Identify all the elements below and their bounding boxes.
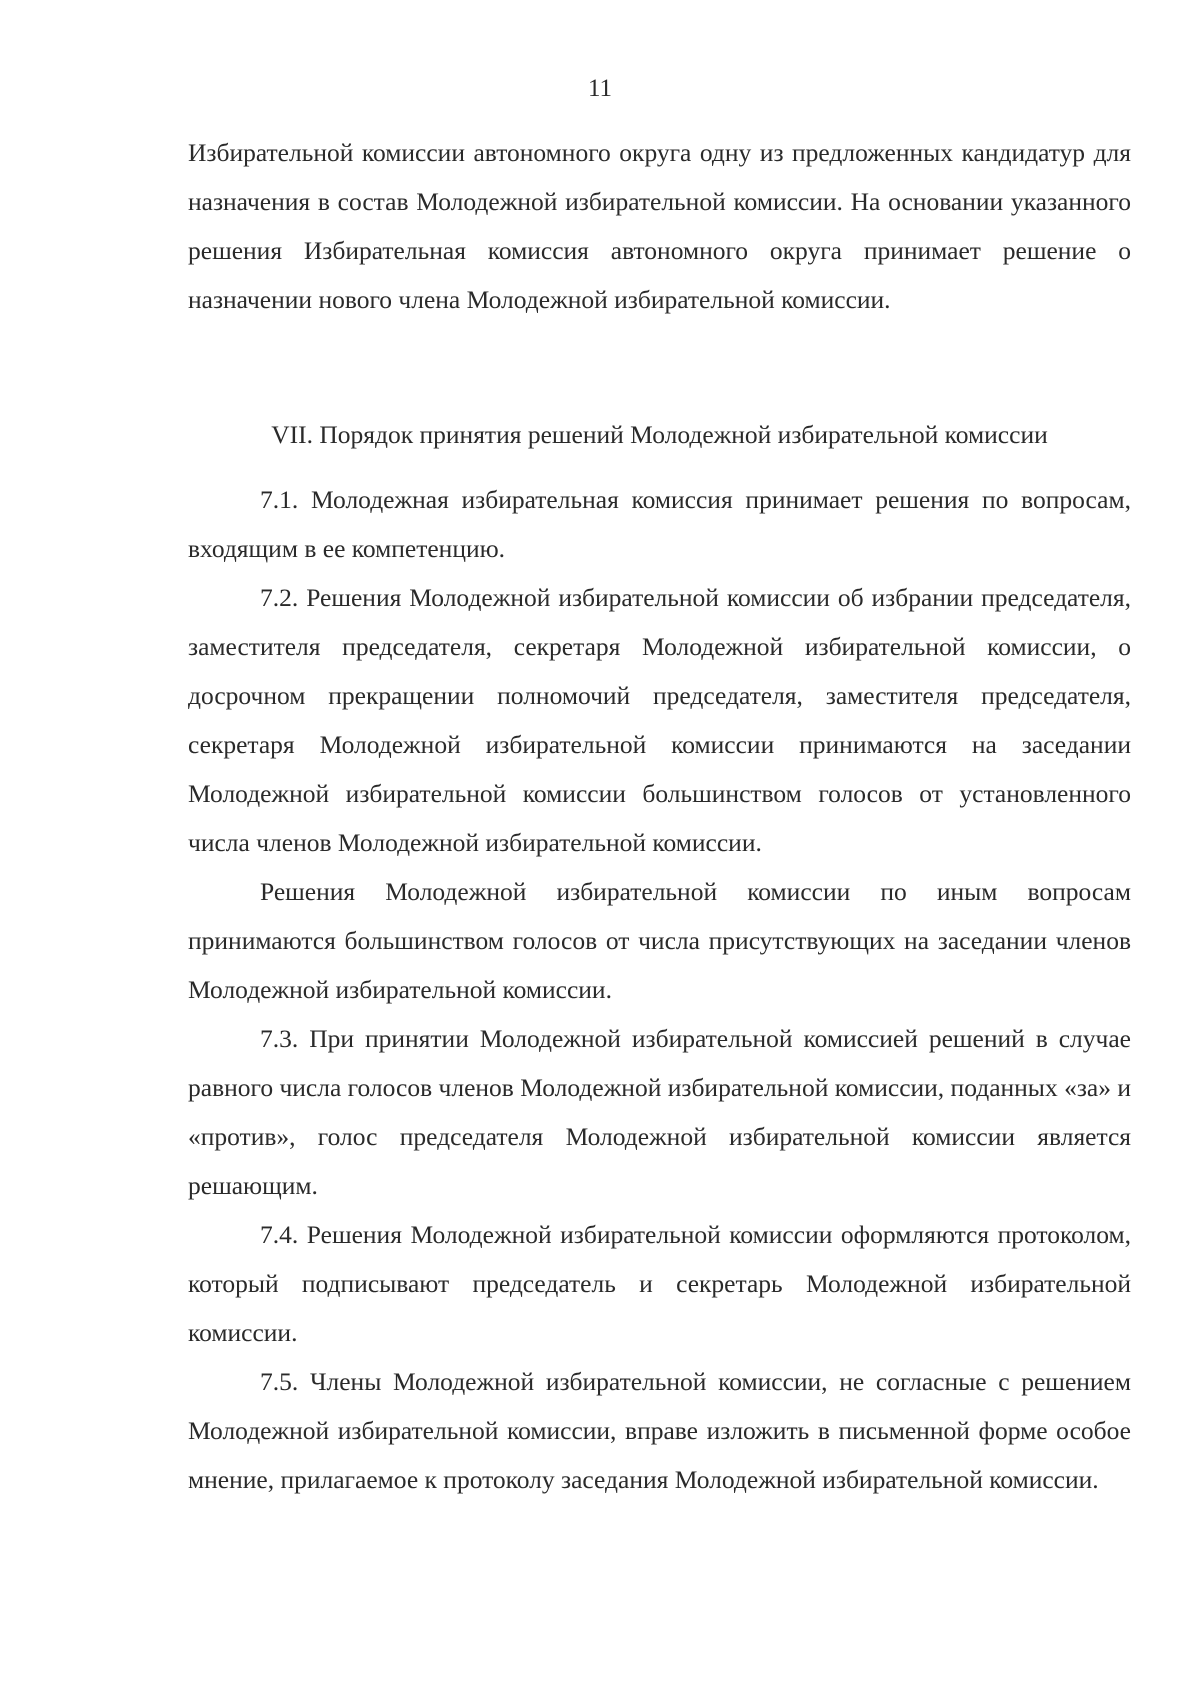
paragraph-7-5 bbox=[188, 1357, 1131, 1504]
paragraph-7-1 bbox=[188, 475, 1131, 573]
paragraph-text: Решения Молодежной избирательной комиссии об избрании председателя, заместителя председателя, секретаря Молодежной избирательной комиссии, о досрочном прекращении полномочий председателя, заместителя председателя, секретаря Молодежной избирательной комиссии принимаются на заседании Молодежной избирательной комиссии большинством голосов от установленного числа членов Молодежной избирательной комиссии. bbox=[188, 583, 1132, 857]
paragraph-number: 7.3. bbox=[260, 1024, 299, 1053]
paragraph-number: 7.2. bbox=[260, 583, 299, 612]
continuation-paragraph: Избирательной комиссии автономного округа одну из предложенных кандидатур для назначения в состав Молодежной избирательной комиссии. На основании указанного решения Избирательная комиссия автономного округа принимает решение о назначении нового члена Молодежной избирательной комиссии. bbox=[188, 138, 1131, 314]
paragraph-number: 7.4. bbox=[260, 1220, 299, 1249]
page-number: 11 bbox=[587, 75, 613, 102]
paragraph-text: Решения Молодежной избирательной комиссии по иным вопросам принимаются большинством голосов от числа присутствующих на заседании членов Молодежной избирательной комиссии. bbox=[188, 877, 1131, 1004]
paragraph-text: Молодежная избирательная комиссия принимает решения по вопросам, входящим в ее компетенцию. bbox=[188, 485, 1132, 563]
paragraph-7-3 bbox=[188, 1014, 1131, 1210]
paragraph-7-2 bbox=[188, 573, 1131, 867]
paragraph-7-4 bbox=[188, 1210, 1131, 1357]
section-heading: VII. Порядок принятия решений Молодежной избирательной комиссии bbox=[271, 420, 1048, 449]
paragraph-text: Члены Молодежной избирательной комиссии, не согласные с решением Молодежной избирательной комиссии, вправе изложить в письменной форме особое мнение, прилагаемое к протоколу заседания Молодежной избирательной комиссии. bbox=[188, 1367, 1132, 1494]
continuation-block bbox=[188, 128, 1131, 324]
paragraph-number: 7.5. bbox=[260, 1367, 299, 1396]
paragraph-number: 7.1. bbox=[260, 485, 299, 514]
paragraph-text: При принятии Молодежной избирательной комиссией решений в случае равного числа голосов членов Молодежной избирательной комиссии, поданных «за» и «против», голос председателя Молодежной избирательной комиссии является решающим. bbox=[188, 1024, 1131, 1200]
paragraph-7-2-continued bbox=[188, 867, 1131, 1014]
paragraph-text: Решения Молодежной избирательной комиссии оформляются протоколом, который подписывают председатель и секретарь Молодежной избирательной комиссии. bbox=[188, 1220, 1132, 1347]
section-body bbox=[188, 475, 1131, 1504]
